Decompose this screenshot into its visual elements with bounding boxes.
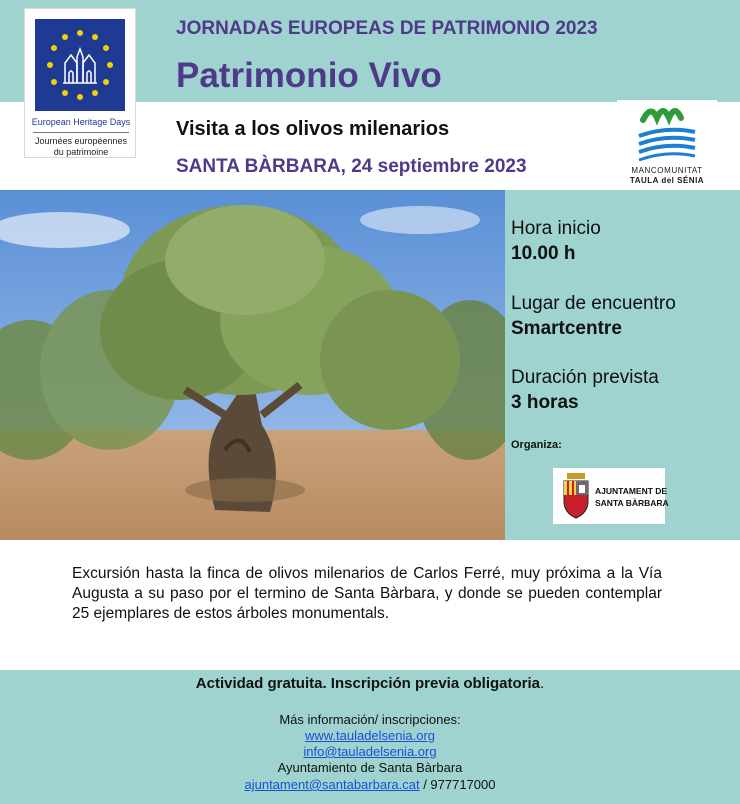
- eu-flag-icon: [35, 19, 125, 111]
- duration-label: Duración prevista: [511, 367, 659, 388]
- town-hall-contact: [0, 777, 740, 792]
- more-info-label: Más información/ inscripciones:: [279, 712, 461, 727]
- activity-description: Excursión hasta la finca de olivos milenarios de Carlos Ferré, muy próxima a la Vía Augusta a su paso por el termino de Santa Bàrbara, y donde se pueden contemplar 25 ejemplares de estos árboles monumentals.: [72, 565, 662, 622]
- eu-logo-divider: [33, 132, 129, 133]
- email-link-row: [0, 744, 740, 759]
- free-activity-notice: [0, 675, 740, 692]
- free-activity-text: Actividad gratuita. Inscripción previa obligatoria: [195, 675, 541, 692]
- mancomunitat-logo: [617, 100, 717, 188]
- mancomunitat-m-icon: [637, 102, 697, 164]
- town-hall-name: Ayuntamiento de Santa Bàrbara: [277, 760, 463, 775]
- eu-logo-caption-fr-line2: du patrimoine: [53, 147, 109, 157]
- page-title: Patrimonio Vivo: [176, 56, 442, 95]
- website-link[interactable]: www.tauladelsenia.org: [304, 728, 436, 743]
- eu-logo-caption-fr: [29, 136, 133, 158]
- duration-value: 3 horas: [511, 392, 579, 413]
- mancomunitat-name: TAULA del SÉNIA: [629, 176, 705, 185]
- start-time-value: 10.00 h: [511, 243, 576, 264]
- organizer-label: Organiza:: [511, 439, 562, 451]
- european-heritage-days-logo: [24, 8, 136, 158]
- meeting-place-value: Smartcentre: [511, 318, 622, 339]
- ajuntament-line2: SANTA BÀRBARA: [595, 498, 669, 508]
- meeting-place-label: Lugar de encuentro: [511, 293, 676, 314]
- ajuntament-logo: [553, 468, 669, 524]
- mancomunitat-label: MANCOMUNITAT: [631, 166, 703, 175]
- email-link[interactable]: info@tauladelsenia.org: [303, 744, 437, 759]
- eu-logo-caption-en: European Heritage Days: [31, 117, 131, 127]
- start-time-label: Hora inicio: [511, 218, 601, 239]
- place-date: SANTA BÀRBARA, 24 septiembre 2023: [176, 156, 527, 177]
- phone-number: / 977717000: [419, 777, 496, 792]
- website-link-row: [0, 728, 740, 743]
- ajuntament-line1: AJUNTAMENT DE: [595, 486, 668, 496]
- eu-logo-caption-fr-line1: Journées européennes: [34, 136, 128, 146]
- coat-of-arms-icon: [561, 473, 591, 519]
- event-series-heading: JORNADAS EUROPEAS DE PATRIMONIO 2023: [176, 18, 598, 39]
- olive-tree-photo: [0, 190, 505, 540]
- free-activity-dot: .: [540, 675, 545, 692]
- town-hall-email-link[interactable]: ajuntament@santabarbara.cat: [244, 777, 420, 792]
- activity-title: Visita a los olivos milenarios: [176, 118, 450, 140]
